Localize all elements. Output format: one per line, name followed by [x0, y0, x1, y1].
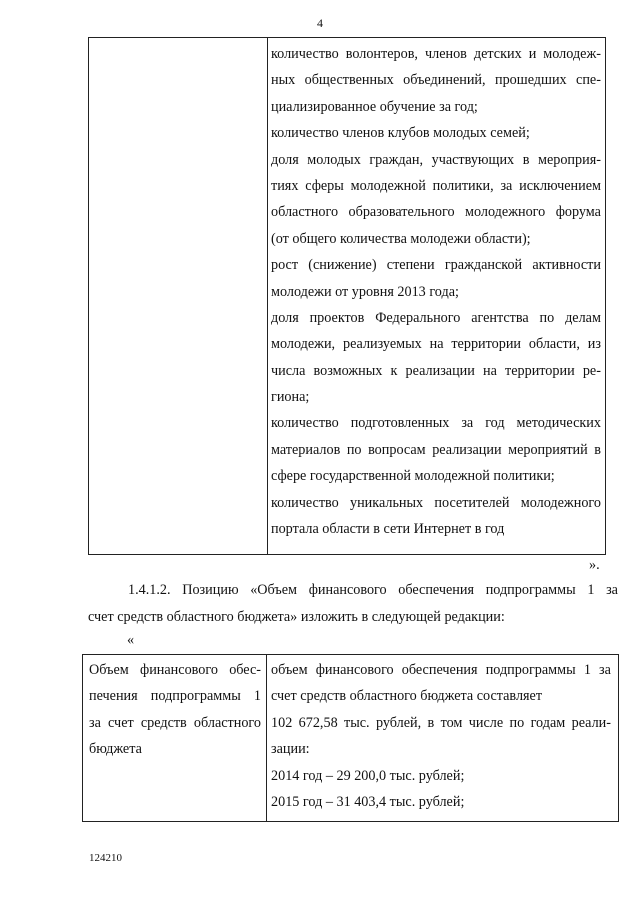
- word: за: [500, 177, 513, 194]
- word: на: [483, 362, 497, 379]
- word: областного: [193, 714, 261, 731]
- word: территории: [505, 362, 575, 379]
- word: к: [390, 362, 398, 379]
- word: рост: [271, 257, 299, 274]
- document-code: 124210: [89, 852, 122, 864]
- word: подготовленных: [350, 415, 450, 432]
- table-line: [271, 358, 601, 384]
- word: в: [522, 151, 530, 168]
- word: за: [89, 714, 101, 731]
- word: финансового: [308, 582, 387, 598]
- funding-value-cell: [271, 657, 611, 815]
- word: по: [539, 309, 555, 326]
- indicators-cell: [271, 41, 601, 542]
- word: молодежи,: [271, 336, 336, 353]
- word: делам: [565, 309, 601, 326]
- word: мероприя-: [537, 151, 601, 168]
- word: по: [509, 714, 525, 731]
- column-divider: [267, 38, 268, 554]
- word: молодежного: [520, 494, 601, 511]
- word: молодых: [307, 151, 361, 168]
- word: Позицию: [182, 582, 239, 598]
- word: «Объем: [250, 582, 298, 598]
- word: подпрограммы: [485, 582, 576, 598]
- amendment-paragraph: [88, 577, 618, 630]
- word: членов: [424, 46, 467, 62]
- word: тиях: [271, 177, 299, 194]
- word: реализации: [432, 441, 502, 458]
- word: детских: [473, 46, 522, 62]
- word: количество: [271, 494, 339, 511]
- word: реали-: [571, 714, 611, 731]
- word: проектов: [309, 309, 365, 326]
- table-line: гиона;: [271, 389, 310, 406]
- table-line: сфере государственной молодежной политики;: [271, 468, 555, 485]
- word: за: [461, 415, 474, 432]
- word: на: [429, 336, 444, 353]
- word: количество: [271, 46, 339, 62]
- funding-table: [82, 654, 619, 822]
- value-line: [271, 710, 611, 736]
- word: 672,58: [298, 714, 338, 731]
- word: числе: [468, 714, 504, 731]
- word: числа: [271, 362, 306, 379]
- table-line: [271, 67, 601, 93]
- word: молодежного: [465, 204, 546, 221]
- paragraph-line: [88, 577, 618, 604]
- word: и: [528, 46, 537, 62]
- word: волонтеров,: [345, 46, 418, 62]
- word: в: [594, 441, 601, 458]
- word: прошедших: [494, 72, 567, 89]
- word: ре-: [582, 362, 601, 379]
- table-line: [271, 410, 601, 436]
- word: год: [485, 415, 505, 432]
- word: в: [427, 714, 435, 731]
- word: объединений,: [403, 72, 486, 89]
- word: Федерального: [375, 309, 461, 326]
- word: реализуемых: [342, 336, 422, 353]
- word: вопросам: [368, 441, 426, 458]
- table-line: [271, 305, 601, 331]
- label-line: [89, 683, 261, 709]
- table-line: [271, 173, 601, 199]
- word: политики,: [432, 177, 494, 194]
- table-line: количество членов клубов молодых семей;: [271, 125, 530, 142]
- word: молодеж-: [543, 46, 601, 62]
- funding-label-cell: [89, 657, 261, 763]
- word: (снижение): [308, 257, 377, 274]
- word: гражданской: [444, 257, 523, 274]
- word: методических: [516, 415, 601, 432]
- word: счет: [108, 714, 134, 731]
- indicators-table: [88, 37, 606, 555]
- word: обеспечения: [401, 662, 478, 678]
- word: том: [440, 714, 463, 731]
- opening-quote: «: [127, 632, 135, 648]
- table-line: [271, 490, 601, 516]
- word: по: [346, 441, 362, 458]
- word: подпрограммы: [485, 662, 576, 678]
- word: посетителей: [434, 494, 510, 511]
- word: 1: [587, 582, 595, 598]
- word: степени: [386, 257, 435, 274]
- word: сферы: [305, 177, 344, 194]
- value-line: [271, 657, 611, 683]
- word: за: [599, 662, 611, 678]
- word: области,: [528, 336, 580, 353]
- table-line: [271, 147, 601, 173]
- word: граждан,: [369, 151, 424, 168]
- word: 1.4.1.2.: [128, 582, 171, 598]
- word: объем: [271, 662, 308, 678]
- word: 102: [271, 714, 293, 731]
- word: территории: [451, 336, 522, 353]
- word: за: [606, 582, 618, 598]
- table-line: [271, 252, 601, 278]
- word: форума: [555, 204, 601, 221]
- column-divider: [266, 655, 267, 821]
- table-line: молодежи от уровня 2013 года;: [271, 283, 459, 300]
- word: материалов: [271, 441, 341, 458]
- word: реализации: [405, 362, 475, 379]
- word: доля: [271, 151, 299, 168]
- word: обес-: [229, 662, 261, 678]
- word: образовательного: [348, 204, 455, 221]
- value-line: 2014 год – 29 200,0 тыс. рублей;: [271, 767, 465, 784]
- word: областного: [271, 204, 339, 221]
- word: ных: [271, 72, 296, 89]
- word: из: [587, 336, 601, 353]
- table-line: [271, 199, 601, 225]
- paragraph-line: счет средств областного бюджета» изложить в следующей редакции:: [88, 608, 505, 625]
- word: финансового: [140, 662, 218, 678]
- word: уникальных: [350, 494, 424, 511]
- word: подпрограммы: [150, 688, 241, 705]
- word: активности: [532, 257, 601, 274]
- word: доля: [271, 309, 299, 326]
- table-line: (от общего количества молодежи области);: [271, 230, 531, 247]
- word: участвующих: [431, 151, 515, 168]
- word: 1: [253, 688, 261, 705]
- value-line: зации:: [271, 741, 310, 758]
- word: печения: [89, 688, 138, 705]
- word: рублей,: [375, 714, 422, 731]
- label-line: [89, 710, 261, 736]
- table-line: [271, 437, 601, 463]
- word: агентства: [471, 309, 529, 326]
- value-line: счет средств областного бюджета составляет: [271, 688, 543, 705]
- label-line: [89, 657, 261, 683]
- closing-quote: ».: [589, 557, 600, 573]
- word: тыс.: [344, 714, 370, 731]
- word: исключением: [519, 177, 601, 194]
- word: спе-: [576, 72, 601, 89]
- table-line: циализированное обучение за год;: [271, 98, 478, 115]
- table-line: портала области в сети Интернет в год: [271, 521, 505, 538]
- word: количество: [271, 415, 339, 432]
- word: молодежной: [350, 177, 426, 194]
- word: 1: [583, 662, 591, 678]
- table-line: [271, 331, 601, 357]
- word: мероприятий: [508, 441, 588, 458]
- word: обеспечения: [398, 582, 475, 598]
- table-line: [271, 41, 601, 67]
- word: годам: [530, 714, 566, 731]
- word: общественных: [304, 72, 394, 89]
- word: возможных: [313, 362, 383, 379]
- label-line: бюджета: [89, 741, 142, 758]
- word: Объем: [89, 662, 129, 678]
- value-line: 2015 год – 31 403,4 тыс. рублей;: [271, 793, 465, 810]
- word: финансового: [315, 662, 394, 678]
- page-number: 4: [317, 16, 323, 30]
- word: средств: [140, 714, 187, 731]
